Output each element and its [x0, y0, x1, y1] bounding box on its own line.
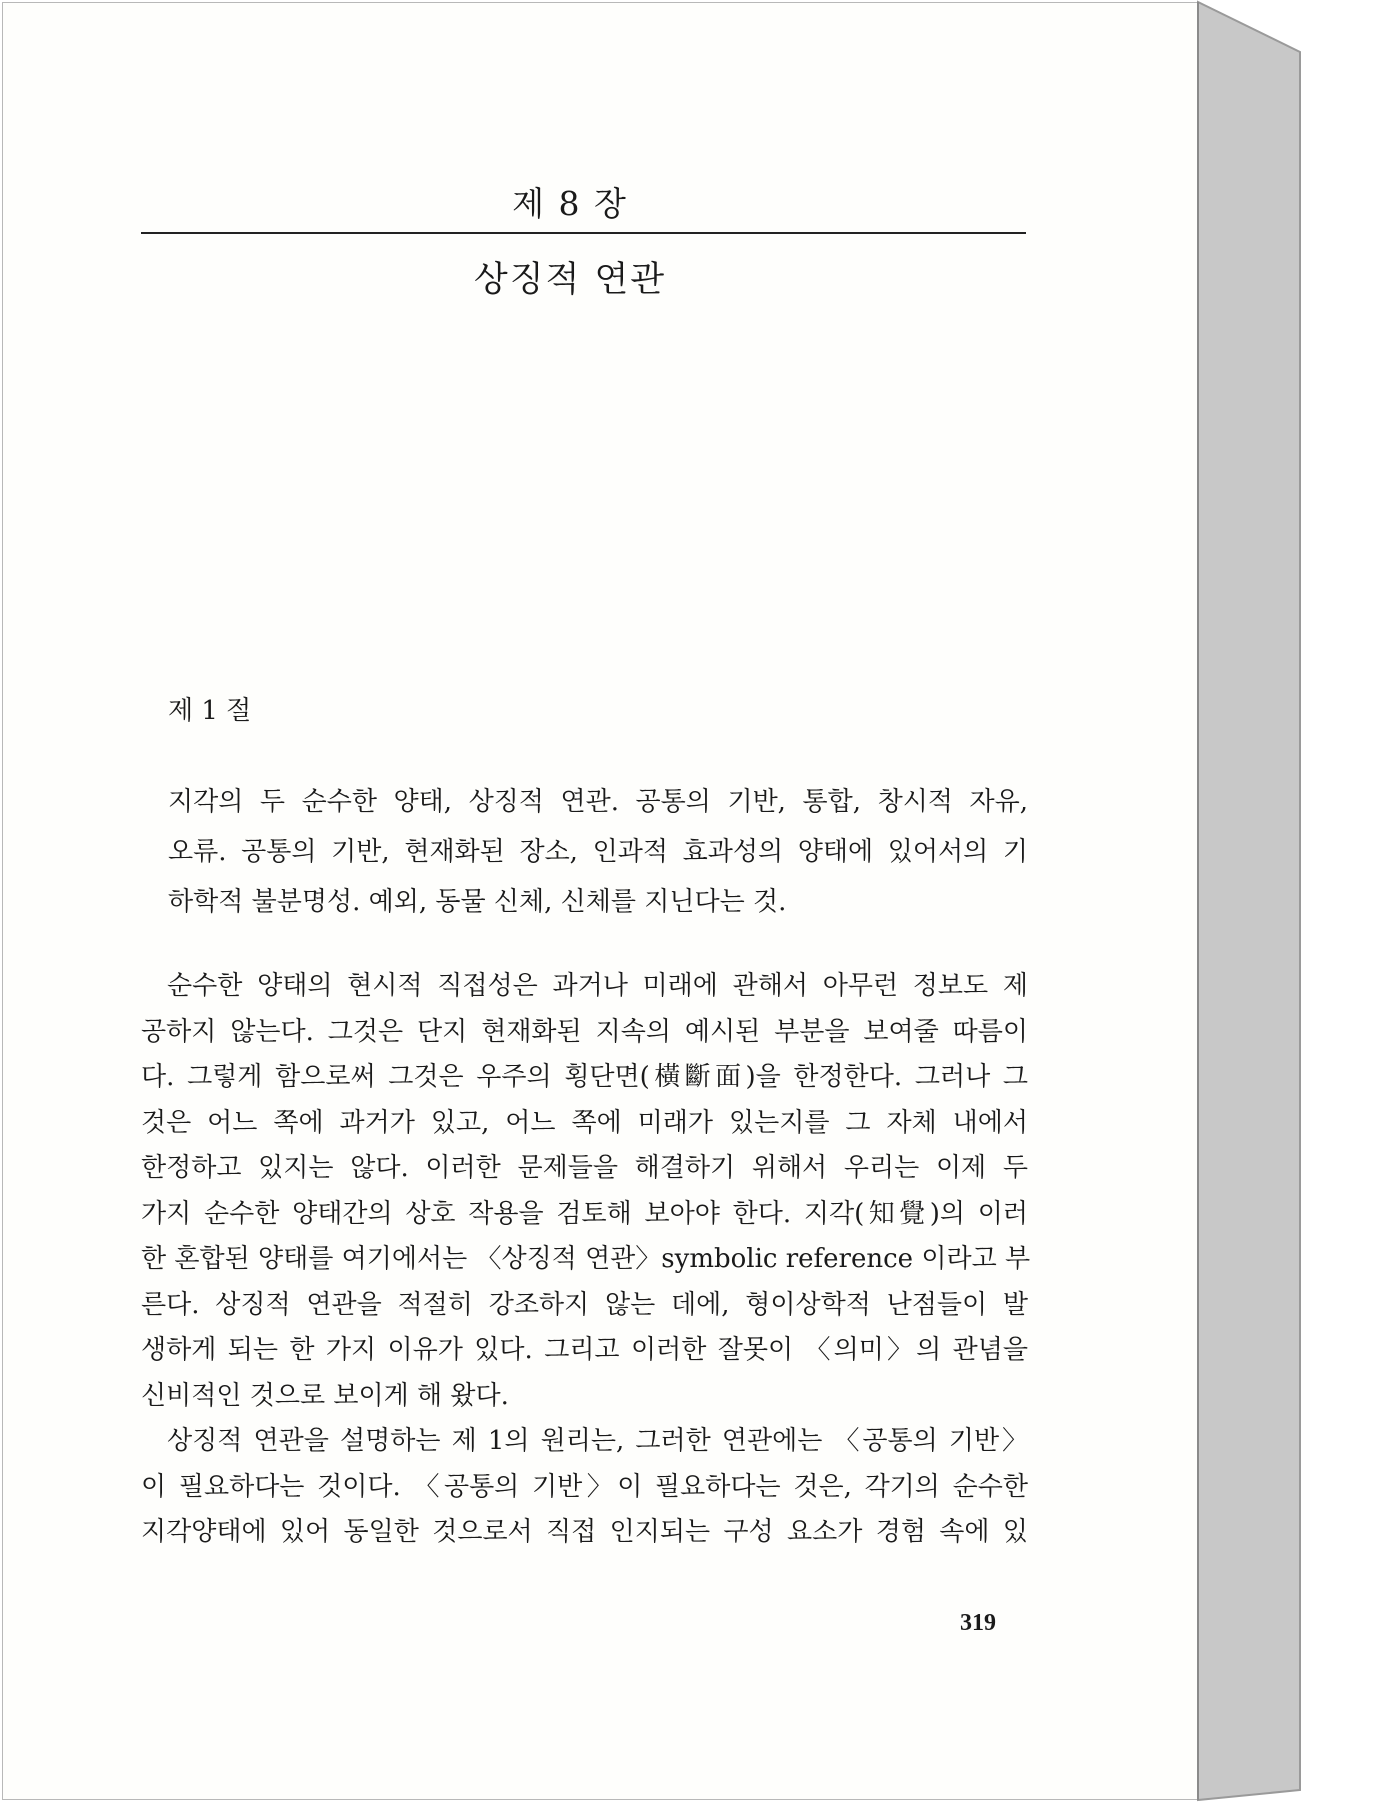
- chapter-divider: [141, 232, 1026, 234]
- section-summary: [168, 777, 1028, 927]
- body-line: 한 혼합된 양태를 여기에서는 〈상징적 연관〉symbolic reference 이라고 부: [141, 1244, 1031, 1274]
- body-line: 것은 어느 쪽에 과거가 있고, 어느 쪽에 미래가 있는지를 그 자체 내에서: [141, 1107, 1028, 1138]
- body-line: 신비적인 것으로 보이게 해 왔다.: [141, 1380, 509, 1411]
- body-line: 상징적 연관을 설명하는 제 1의 원리는, 그러한 연관에는 〈공통의 기반〉: [167, 1426, 1028, 1456]
- page-number: 319: [960, 1610, 996, 1636]
- body-line: 공하지 않는다. 그것은 단지 현재화된 지속의 예시된 부분을 보여줄 따름이: [141, 1016, 1028, 1047]
- summary-line: 지각의 두 순수한 양태, 상징적 연관. 공통의 기반, 통합, 창시적 자유,: [168, 787, 1028, 817]
- body-line: 른다. 상징적 연관을 적절히 강조하지 않는 데에, 형이상학적 난점들이 발: [141, 1289, 1028, 1320]
- chapter-number: 제 8 장: [512, 184, 628, 223]
- body-line: 한정하고 있지는 않다. 이러한 문제들을 해결하기 위해서 우리는 이제 두: [141, 1153, 1028, 1183]
- body-line: 지각양태에 있어 동일한 것으로서 직접 인지되는 구성 요소가 경험 속에 있: [141, 1517, 1028, 1547]
- body-line: 가지 순수한 양태간의 상호 작용을 검토해 보아야 한다. 지각(知覺)의 이러: [141, 1198, 1028, 1229]
- chapter-title: 상징적 연관: [473, 260, 667, 300]
- body-line: 이 필요하다는 것이다. 〈공통의 기반〉이 필요하다는 것은, 각기의 순수한: [141, 1471, 1028, 1502]
- summary-line: 오류. 공통의 기반, 현재화된 장소, 인과적 효과성의 양태에 있어서의 기: [168, 837, 1028, 867]
- body-text: [141, 964, 1031, 1556]
- body-line: 다. 그렇게 함으로써 그것은 우주의 횡단면(橫斷面)을 한정한다. 그러나 그: [141, 1062, 1028, 1092]
- summary-line: 하학적 불분명성. 예외, 동물 신체, 신체를 지닌다는 것.: [168, 887, 787, 917]
- body-line: 생하게 되는 한 가지 이유가 있다. 그리고 이러한 잘못이 〈의미〉의 관념을: [141, 1335, 1028, 1365]
- section-heading: 제 1 절: [168, 696, 252, 726]
- body-line: 순수한 양태의 현시적 직접성은 과거나 미래에 관해서 아무런 정보도 제: [167, 971, 1028, 1001]
